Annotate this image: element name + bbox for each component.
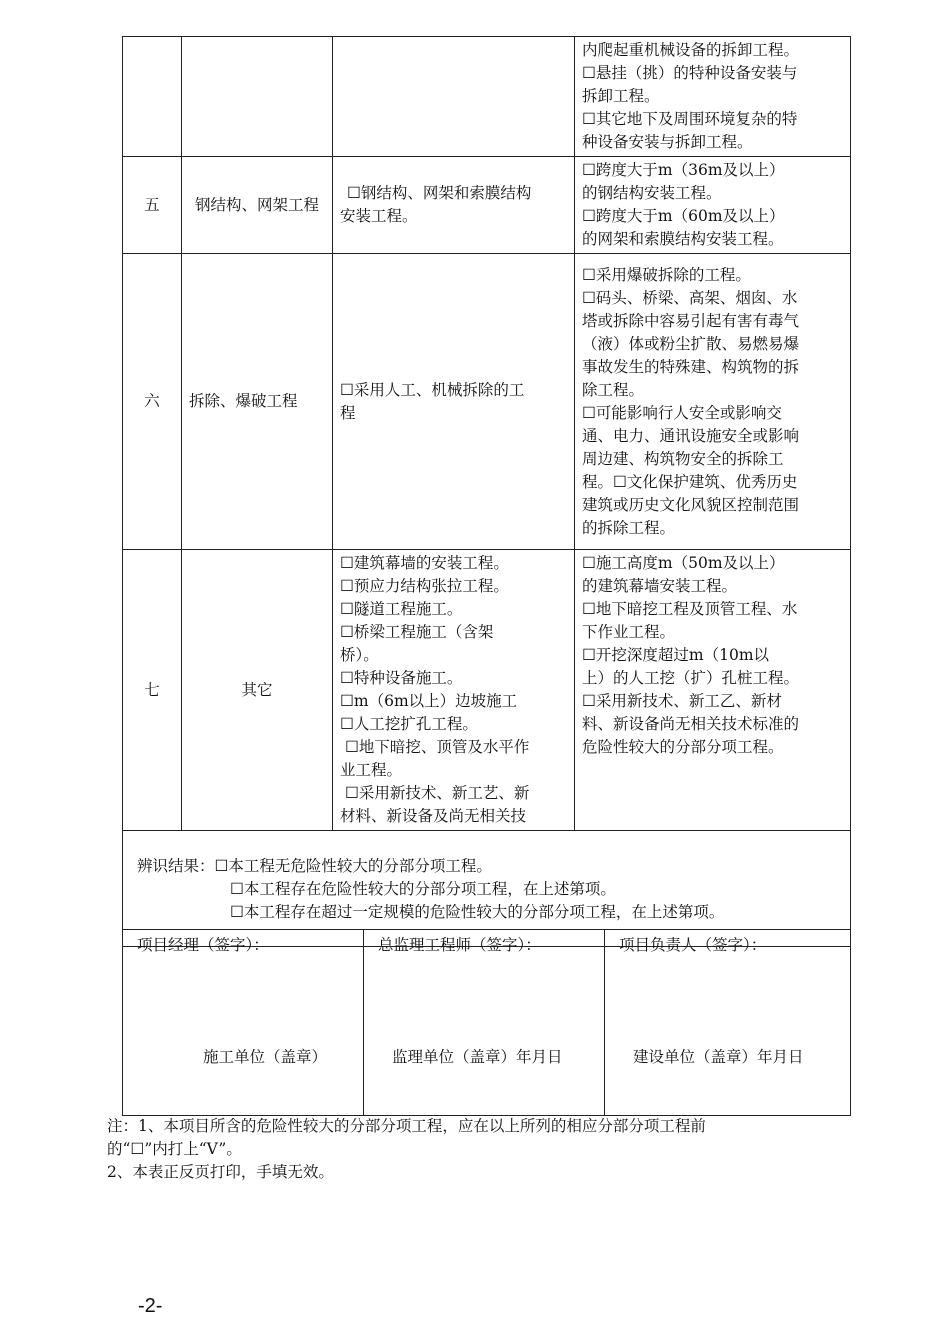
- table-row: [123, 157, 851, 254]
- row-general-items: [333, 550, 575, 831]
- note-line: 的“☐”内打上“V”。: [107, 1140, 242, 1158]
- row-over-items: [575, 254, 851, 550]
- item-line: ☐采用新技术、新工艺、新: [340, 784, 530, 802]
- item-line: 通、电力、通讯设施安全或影响: [582, 427, 800, 445]
- item-line: ☐地下暗挖工程及顶管工程、水: [582, 600, 798, 618]
- item-line: ☐跨度大于m（36m及以上）: [582, 161, 785, 179]
- notes: [107, 1115, 706, 1184]
- row-category: [182, 157, 333, 254]
- table-row: [123, 254, 851, 550]
- item-line: 下作业工程。: [582, 623, 676, 641]
- item-line: ☐钢结构、网架和索膜结构: [347, 184, 532, 202]
- item-line: ☐可能影响行人安全或影响交: [582, 404, 782, 422]
- item-line: 种设备安装与拆卸工程。: [582, 133, 753, 151]
- table-row: [123, 37, 851, 157]
- item-line: ☐建筑幕墙的安装工程。: [340, 554, 509, 572]
- item-line: ☐特种设备施工。: [340, 669, 463, 687]
- signature-row: [123, 930, 851, 1116]
- note-line: 注：1、本项目所含的危险性较大的分部分项工程，应在以上所列的相应分部分项工程前: [107, 1117, 706, 1135]
- signature-table: [122, 929, 851, 1116]
- item-line: 拆卸工程。: [582, 87, 660, 105]
- item-line: 的建筑幕墙安装工程。: [582, 577, 738, 595]
- row-number: 七: [123, 550, 182, 831]
- item-line: 周边建、构筑物安全的拆除工: [582, 450, 784, 468]
- page-number: -2-: [138, 1295, 163, 1317]
- item-line: ☐预应力结构张拉工程。: [340, 577, 509, 595]
- seal-label: 施工单位（盖章）: [203, 1048, 328, 1066]
- item-line: ☐跨度大于m（60m及以上）: [582, 207, 785, 225]
- item-line: ☐施工高度m（50m及以上）: [582, 554, 785, 572]
- note-line: 2、本表正反页打印，手填无效。: [107, 1163, 334, 1181]
- row-over-items: [575, 550, 851, 831]
- item-line: 危险性较大的分部分项工程。: [582, 738, 784, 756]
- item-line: 业工程。: [340, 761, 403, 779]
- item-line: 桥）。: [340, 646, 379, 664]
- item-line: ☐采用人工、机械拆除的工: [340, 380, 525, 399]
- item-line: （液）体或粉尘扩散、易燃易爆: [582, 335, 800, 353]
- result-option: ☐本工程存在超过一定规模的危险性较大的分部分项工程，在上述第项。: [230, 903, 725, 921]
- table-row: [123, 550, 851, 831]
- row-number: 六: [123, 254, 182, 550]
- item-line: ☐开挖深度超过m（10m以: [582, 646, 770, 664]
- item-line: 的拆除工程。: [582, 519, 676, 537]
- signature-title: 项目经理（签字）：: [137, 936, 269, 954]
- row-general-items: [333, 157, 575, 254]
- item-line: ☐码头、桥梁、高架、烟囱、水: [582, 289, 798, 307]
- seal-label: 监理单位（盖章）年月日: [392, 1048, 563, 1066]
- signature-cell-manager: [123, 930, 364, 1116]
- item-line: 安装工程。: [340, 207, 418, 225]
- item-line: ☐悬挂（挑）的特种设备安装与: [582, 64, 798, 82]
- category-text: 钢结构、网架工程: [195, 195, 320, 214]
- item-line: 料、新设备尚无相关技术标准的: [582, 715, 800, 733]
- item-line: ☐人工挖扩孔工程。: [340, 715, 478, 733]
- signature-title: 项目负责人（签字）：: [619, 936, 767, 954]
- item-line: 的钢结构安装工程。: [582, 184, 722, 202]
- hazard-table: [122, 36, 851, 947]
- item-line: ☐m（6m以上）边坡施工: [340, 692, 518, 710]
- item-line: ☐采用新技术、新工乙、新材: [582, 692, 782, 710]
- item-line: ☐隧道工程施工。: [340, 600, 463, 618]
- seal-label: 建设单位（盖章）年月日: [633, 1048, 804, 1066]
- item-line: 塔或拆除中容易引起有害有毒气: [582, 312, 800, 330]
- row-over-items: [575, 37, 851, 157]
- item-line: 内爬起重机械设备的拆卸工程。: [582, 41, 800, 59]
- signature-cell-owner: [605, 930, 851, 1116]
- row-general-items: [333, 37, 575, 157]
- item-line: 事故发生的特殊建、构筑物的拆: [582, 358, 800, 376]
- row-category: [182, 37, 333, 157]
- item-line: 材料、新设备及尚无相关技: [340, 807, 527, 825]
- row-category: 其它: [182, 550, 333, 831]
- signature-title: 总监理工程师（签字）：: [378, 936, 541, 954]
- item-line: ☐其它地下及周围环境复杂的特: [582, 110, 798, 128]
- row-category: 拆除、爆破工程: [182, 254, 333, 550]
- item-line: 程: [340, 403, 356, 422]
- item-line: ☐采用爆破拆除的工程。: [582, 266, 751, 284]
- result-line: [137, 855, 850, 878]
- result-option: ☐本工程存在危险性较大的分部分项工程，在上述第项。: [230, 880, 616, 898]
- row-number: 五: [123, 157, 182, 254]
- item-line: 除工程。: [582, 381, 645, 399]
- result-label: 辨识结果：: [137, 857, 215, 875]
- row-over-items: [575, 157, 851, 254]
- item-line: 的网架和索膜结构安装工程。: [582, 230, 784, 248]
- item-line: ☐桥梁工程施工（含架: [340, 623, 494, 641]
- item-line: 程。☐文化保护建筑、优秀历史: [582, 473, 798, 491]
- row-general-items: [333, 254, 575, 550]
- item-line: 上）的人工挖（扩）孔桩工程。: [582, 669, 800, 687]
- signature-cell-supervisor: [364, 930, 605, 1116]
- item-line: ☐地下暗挖、顶管及水平作: [340, 738, 530, 756]
- row-number: [123, 37, 182, 157]
- item-line: 建筑或历史文化风貌区控制范围: [582, 496, 800, 514]
- result-option: ☐本工程无危险性较大的分部分项工程。: [214, 857, 492, 875]
